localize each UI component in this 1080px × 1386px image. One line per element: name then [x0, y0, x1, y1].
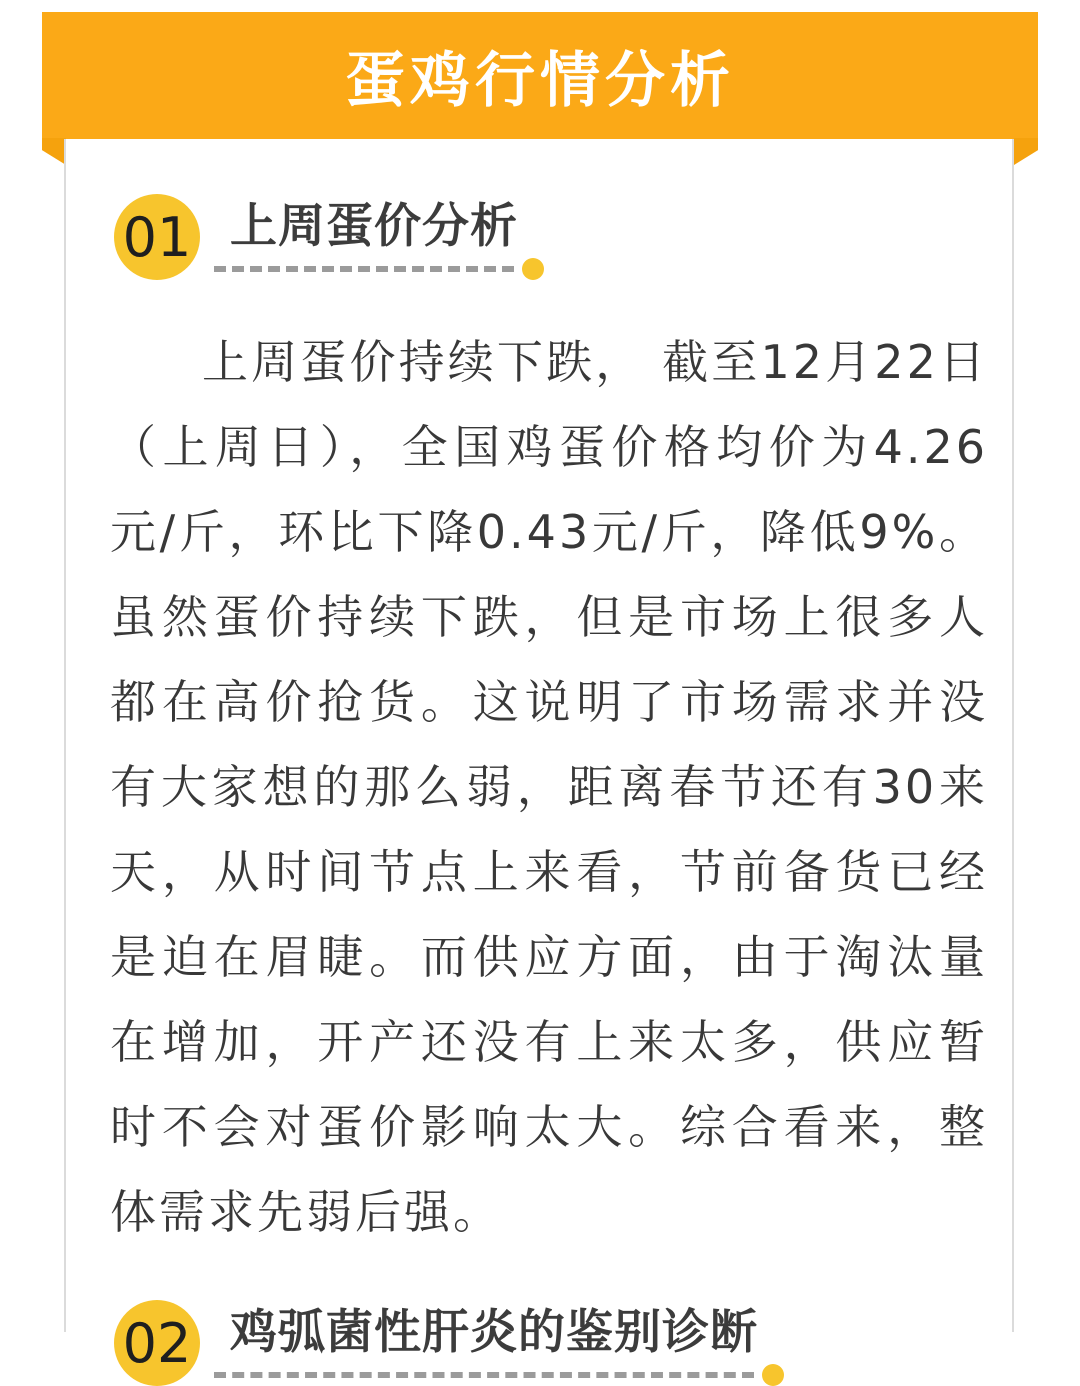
dashed-underline [214, 266, 518, 274]
section-title-group [230, 1306, 758, 1380]
dash-end-dot-icon [762, 1364, 784, 1386]
page-title: 蛋鸡行情分析 [345, 45, 735, 116]
section-header-2 [114, 1300, 1012, 1386]
dashed-underline [214, 1372, 758, 1380]
section-title-group [230, 200, 518, 274]
section-title: 鸡弧菌性肝炎的鉴别诊断 [230, 1304, 758, 1360]
ribbon-fold-left-icon [42, 138, 66, 165]
section-title: 上周蛋价分析 [230, 198, 518, 254]
dash-line [214, 266, 514, 272]
content-card [64, 139, 1014, 1375]
section-number-badge: 02 [114, 1300, 200, 1386]
header-ribbon [42, 12, 1038, 139]
ribbon-fold-right-icon [1014, 138, 1038, 165]
article-paragraph: 上周蛋价持续下跌， 截至12月22日（上周日），全国鸡蛋价格均价为4.26元/斤，环比下降0.43元/斤，降低9%。 虽然蛋价持续下跌，但是市场上很多人都在高价抢货。这说明了市场需求并没有大家想的那么弱，距离春节还有30来天，从时间节点上来看，节前备货已经是迫在眉睫。而供应方面，由于淘汰量在增加，开产还没有上来太多，供应暂时不会对蛋价影响太大。综合看来，整体需求先弱后强。 [110, 335, 988, 1239]
dash-line [214, 1372, 754, 1378]
section-header-1 [114, 194, 1012, 280]
dash-end-dot-icon [522, 258, 544, 280]
section-number-badge: 01 [114, 194, 200, 280]
